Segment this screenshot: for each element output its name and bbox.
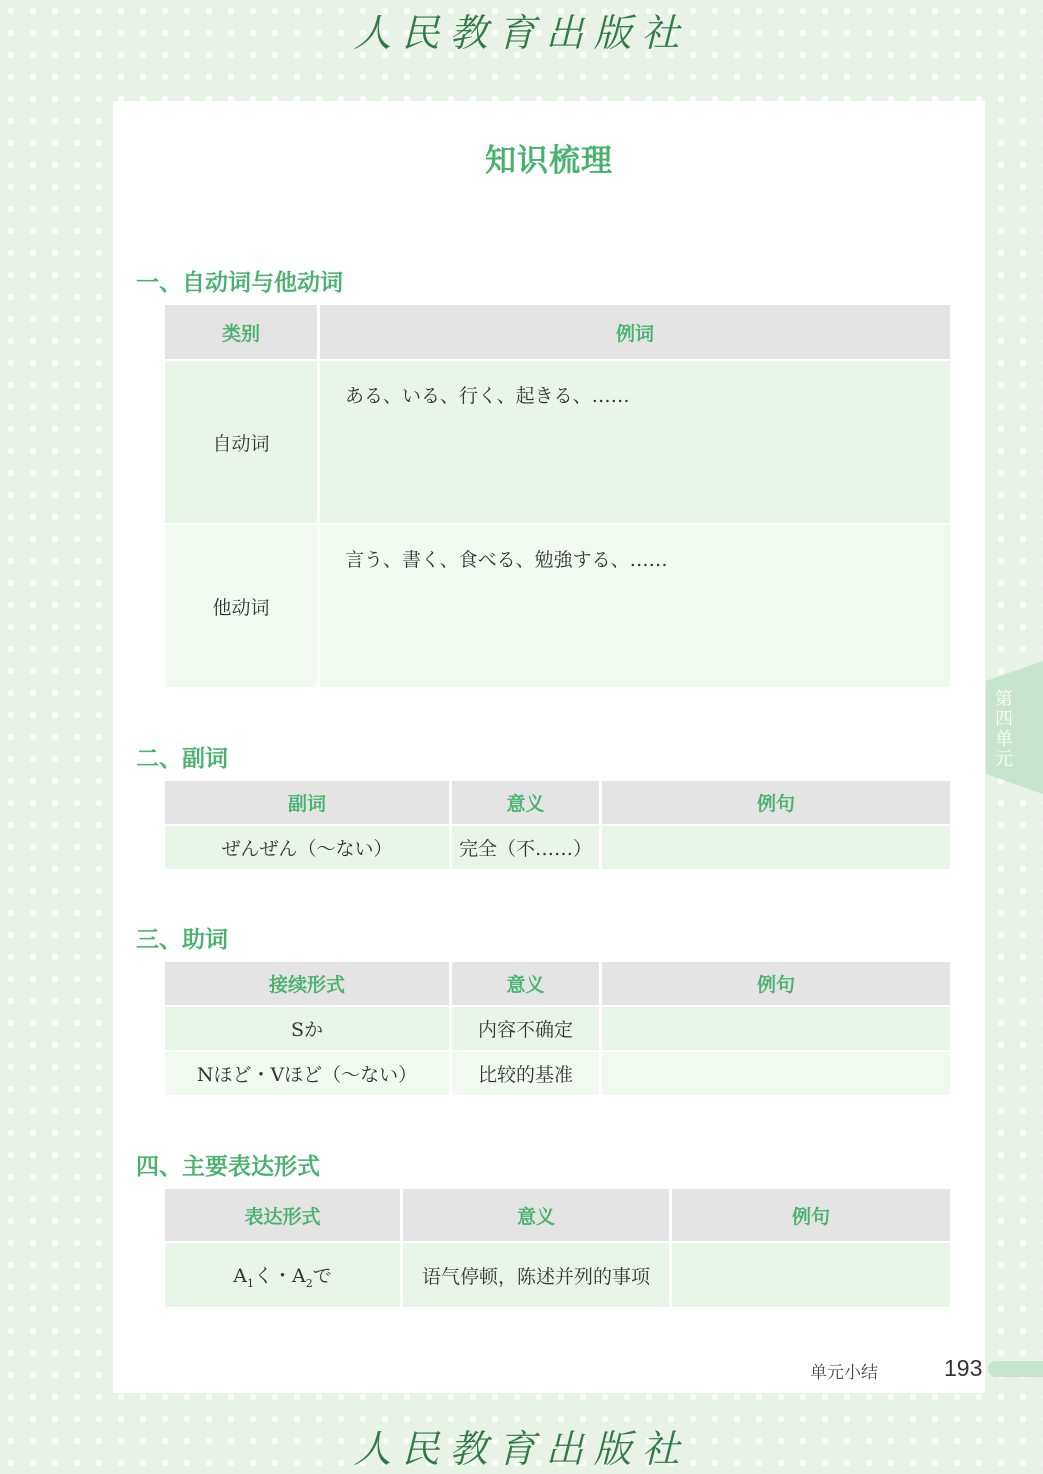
meaning-cell: 语气停顿，陈述并列的事项	[403, 1243, 669, 1307]
adverb-cell: ぜんぜん（～ない）	[165, 826, 449, 869]
section-heading-particles: 三、助词	[136, 927, 228, 953]
header-example-words: 例词	[320, 305, 950, 359]
header-category: 类别	[165, 305, 317, 359]
example-sentence-cell	[602, 1052, 950, 1095]
particle-table	[162, 960, 953, 1097]
header-example-sentence: 例句	[672, 1189, 950, 1241]
form-cell: Sか	[165, 1007, 449, 1050]
example-sentence-cell	[602, 826, 950, 869]
page-title: 知识梳理	[485, 143, 613, 179]
header-meaning: 意义	[403, 1189, 669, 1241]
expression-form-cell: $A_1$く・$A_2$で	[165, 1243, 400, 1307]
verb-table	[162, 303, 953, 689]
header-meaning: 意义	[452, 962, 599, 1005]
header-example-sentence: 例句	[602, 962, 950, 1005]
meaning-cell: 完全（不……）	[452, 826, 599, 869]
meaning-cell: 比较的基准	[452, 1052, 599, 1095]
form-cell: Nほど・Vほど（～ない）	[165, 1052, 449, 1095]
publisher-logo: 人民教育出版社	[353, 1427, 690, 1471]
header-example-sentence: 例句	[602, 781, 950, 824]
section-heading-verbs: 一、自动词与他动词	[136, 270, 343, 296]
header-adverb: 副词	[165, 781, 449, 824]
meaning-cell: 内容不确定	[452, 1007, 599, 1050]
example-sentence-cell	[602, 1007, 950, 1050]
chapter-side-tab-label: 第四单元	[995, 689, 1013, 770]
expression-table	[162, 1187, 953, 1309]
footer-section-label: 单元小结	[810, 1363, 878, 1383]
category-cell: 他动词	[165, 525, 317, 687]
footer-decoration	[988, 1361, 1043, 1377]
header-expression-form: 表达形式	[165, 1189, 400, 1241]
publisher-logo: 人民教育出版社	[353, 11, 690, 55]
example-words-cell: ある、いる、行く、起きる、……	[320, 361, 950, 523]
example-sentence-cell	[672, 1243, 950, 1307]
section-heading-adverbs: 二、副词	[136, 746, 228, 772]
header-connection-form: 接续形式	[165, 962, 449, 1005]
adverb-table	[162, 779, 953, 871]
example-words-cell: 言う、書く、食べる、勉強する、……	[320, 525, 950, 687]
page	[113, 101, 985, 1393]
page-number: 193	[944, 1355, 983, 1381]
header-meaning: 意义	[452, 781, 599, 824]
category-cell: 自动词	[165, 361, 317, 523]
section-heading-expressions: 四、主要表达形式	[136, 1154, 320, 1180]
